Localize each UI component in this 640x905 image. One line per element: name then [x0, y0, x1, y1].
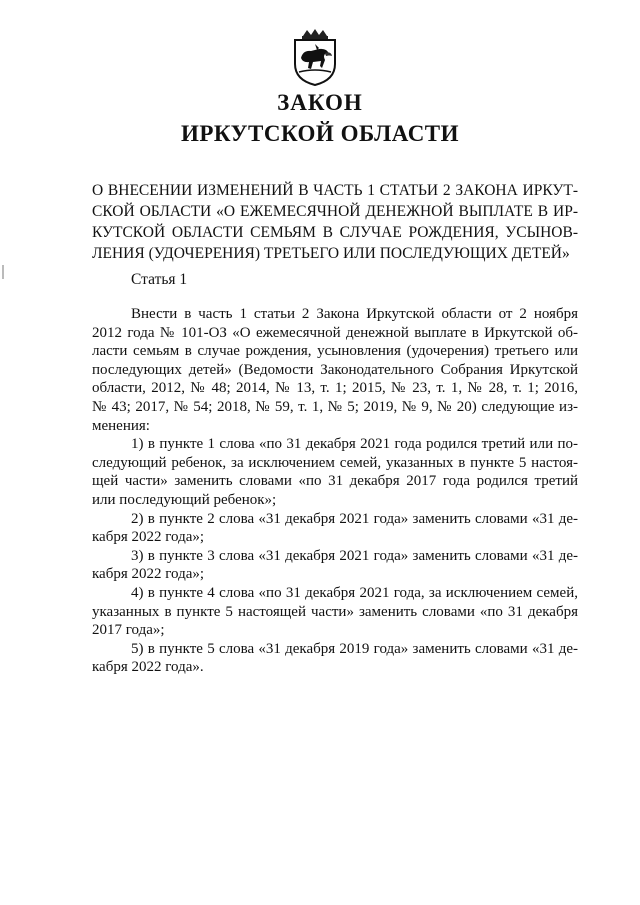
body-line: кабря 2022 года»; — [92, 566, 205, 583]
body-line: 1) в пункте 1 слова «по 31 декабря 2021 года родился третий или по- — [131, 436, 578, 453]
body-line: 2) в пункте 2 слова «31 декабря 2021 года» заменить словами «31 де- — [131, 510, 578, 527]
law-title: ЗАКОН — [277, 90, 363, 115]
body-line: или последующий ребенок»; — [92, 491, 277, 508]
body-line: области, 2012, № 48; 2014, № 13, т. 1; 2015, № 23, т. 1, № 28, т. 1; 2016, — [92, 380, 578, 397]
body-line: щей части» заменить словами «по 31 декабря 2017 года родился третий — [92, 473, 578, 490]
body-line: менения: — [92, 417, 150, 434]
body-line: 2012 года № 101-ОЗ «О ежемесячной денежной выплате в Иркутской об- — [92, 324, 578, 341]
body-line: 3) в пункте 3 слова «31 декабря 2021 года» заменить словами «31 де- — [131, 547, 578, 564]
irkutsk-coat-of-arms-icon — [289, 28, 341, 86]
subject-line: О ВНЕСЕНИИ ИЗМЕНЕНИЙ В ЧАСТЬ 1 СТАТЬИ 2 ЗАКОНА ИРКУТ- — [92, 182, 578, 199]
body-line: 2017 года»; — [92, 622, 165, 639]
subject-line: СКОЙ ОБЛАСТИ «О ЕЖЕМЕСЯЧНОЙ ДЕНЕЖНОЙ ВЫПЛАТЕ В ИР- — [92, 203, 578, 220]
article-heading: Статья 1 — [131, 271, 188, 288]
law-subject — [92, 180, 578, 264]
body-line: кабря 2022 года»; — [92, 529, 205, 546]
body-line: последующих детей» (Ведомости Законодательного Собрания Иркутской — [92, 361, 578, 378]
body-line: 5) в пункте 5 слова «31 декабря 2019 года» заменить словами «31 де- — [131, 640, 578, 657]
subject-line: КУТСКОЙ ОБЛАСТИ СЕМЬЯМ В СЛУЧАЕ РОЖДЕНИЯ, УСЫНОВ- — [92, 224, 578, 241]
body-line: Внести в часть 1 статьи 2 Закона Иркутской области от 2 ноября — [131, 306, 578, 322]
body-line: ласти семьям в случае рождения, усыновления (удочерения) третьего или — [92, 343, 578, 360]
body-line: кабря 2022 года». — [92, 659, 204, 676]
body-line: № 43; 2017, № 54; 2018, № 59, т. 1, № 5; 2019, № 9, № 20) следующие из- — [92, 398, 578, 415]
body-line: 4) в пункте 4 слова «по 31 декабря 2021 года, за исключением семей, — [131, 584, 578, 601]
scan-margin-mark — [2, 265, 4, 279]
body-line: следующий ребенок, за исключением семей, указанных в пункте 5 настоя- — [92, 454, 578, 471]
article-body — [92, 305, 578, 677]
law-region: ИРКУТСКОЙ ОБЛАСТИ — [180, 121, 460, 146]
body-line: указанных в пункте 5 настоящей части» заменить словами «по 31 декабря — [92, 603, 578, 620]
subject-line: ЛЕНИЯ (УДОЧЕРЕНИЯ) ТРЕТЬЕГО ИЛИ ПОСЛЕДУЮЩИХ ДЕТЕЙ» — [92, 245, 570, 262]
